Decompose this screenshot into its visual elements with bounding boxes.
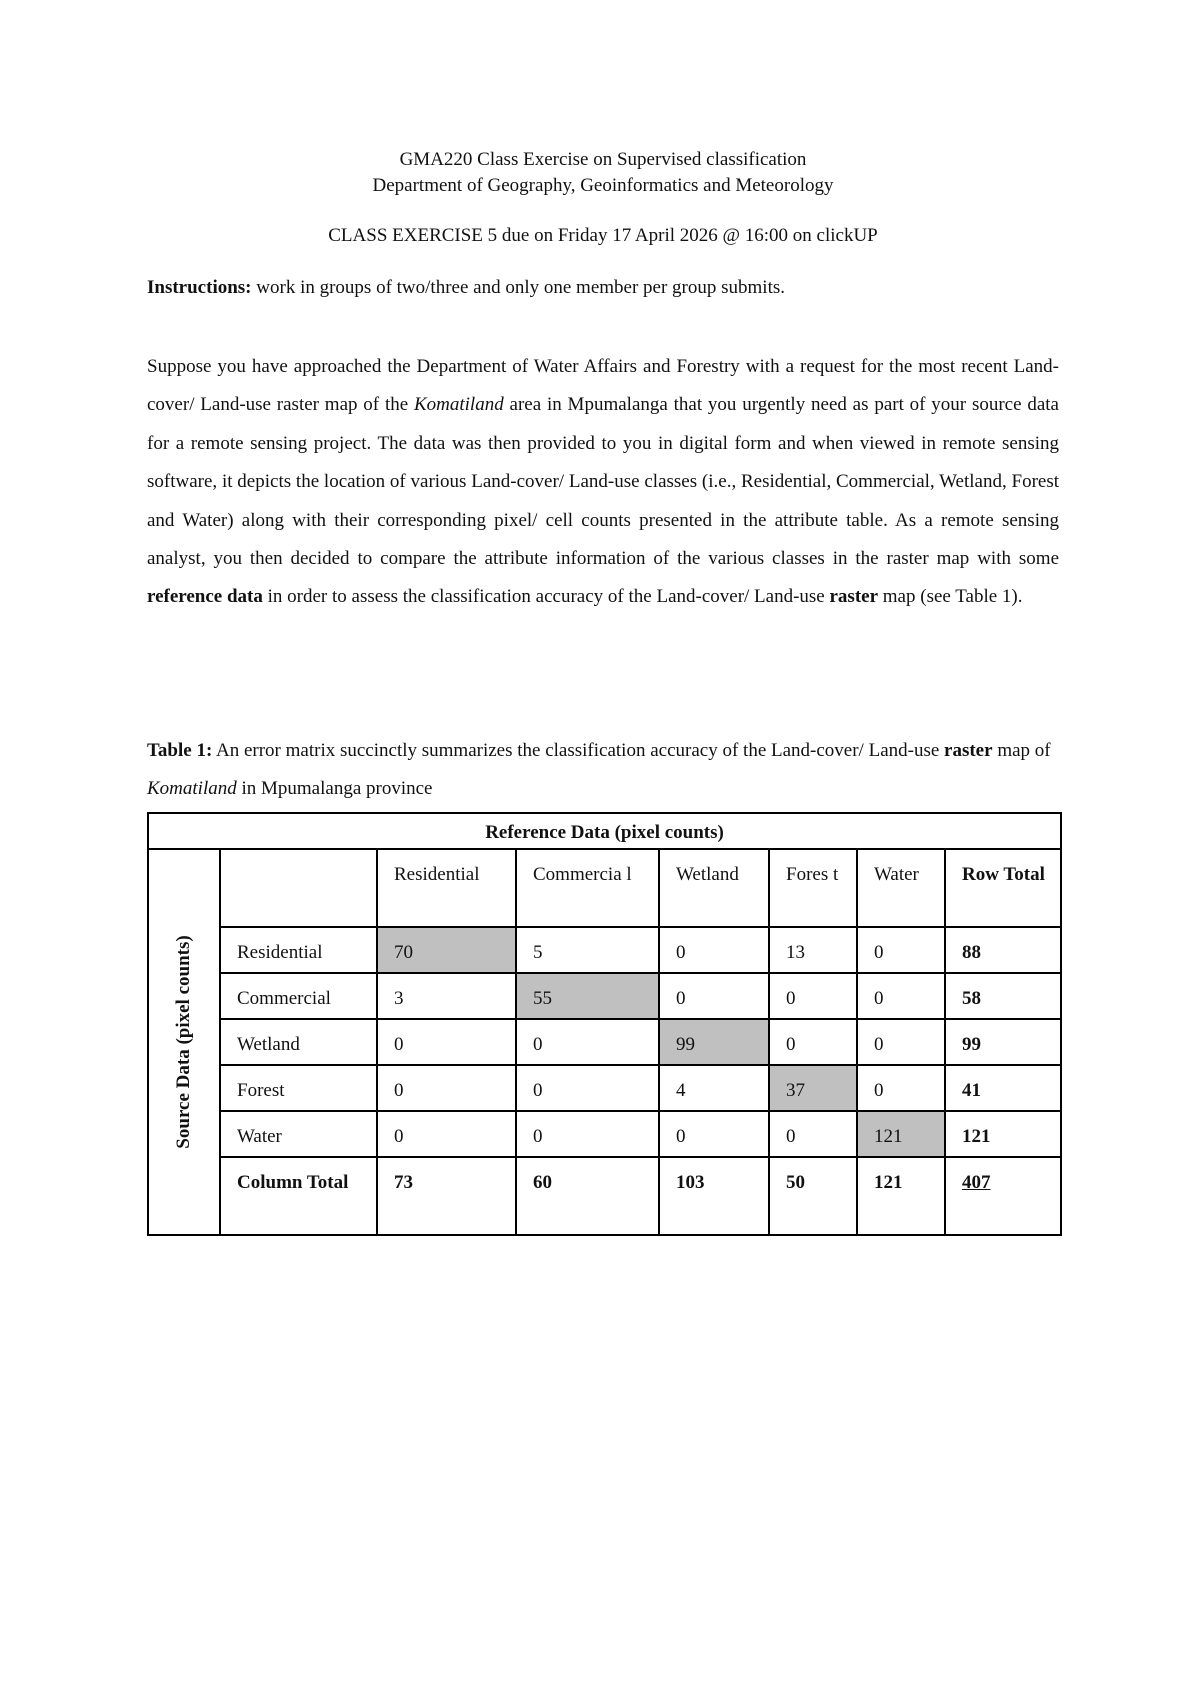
department-name: Department of Geography, Geoinformatics and Meteorology [372, 175, 834, 196]
error-matrix-table [147, 812, 1062, 1236]
table-cell: 0 [857, 973, 945, 1019]
diagonal-cell: 55 [516, 973, 659, 1019]
column-header: Commercia l [516, 849, 659, 927]
table-cell: 4 [659, 1065, 769, 1111]
row-label: Wetland [220, 1019, 377, 1065]
table-cell: 0 [377, 1019, 516, 1065]
table-cell: 3 [377, 973, 516, 1019]
row-total: 41 [945, 1065, 1061, 1111]
row-label: Commercial [220, 973, 377, 1019]
table-cell: 0 [857, 927, 945, 973]
caption-text: in Mpumalanga province [236, 778, 433, 800]
column-total: 121 [857, 1157, 945, 1235]
diagonal-cell: 37 [769, 1065, 857, 1111]
row-label: Water [220, 1111, 377, 1157]
raster-term: raster [829, 586, 879, 608]
paragraph-text: in order to assess the classification accuracy of the Land-cover/ Land-use [262, 586, 830, 608]
corner-cell [220, 849, 377, 927]
caption-label: Table 1: [147, 740, 213, 761]
table-cell: 0 [769, 973, 857, 1019]
column-header: Wetland [659, 849, 769, 927]
table-row [148, 973, 1061, 1019]
caption-text: map of [992, 740, 1051, 761]
area-name: Komatiland [413, 394, 504, 416]
document-title: GMA220 Class Exercise on Supervised classification [399, 149, 807, 170]
row-total-header: Row Total [945, 849, 1061, 927]
caption-area-name: Komatiland [147, 778, 237, 800]
paragraph-text: Suppose you have approached the Department of Water Affairs and Forestry with a request for the most recent Land-cover/ Land-use raster map of the [147, 356, 1059, 416]
column-header: Fores t [769, 849, 857, 927]
column-total: 50 [769, 1157, 857, 1235]
column-total: 103 [659, 1157, 769, 1235]
row-label: Forest [220, 1065, 377, 1111]
table-cell: 0 [769, 1111, 857, 1157]
due-date-line: CLASS EXERCISE 5 due on Friday 17 April 2026 @ 16:00 on clickUP [328, 225, 878, 246]
grand-total: 407 [945, 1157, 1061, 1235]
row-label: Residential [220, 927, 377, 973]
table-cell: 13 [769, 927, 857, 973]
column-total: 73 [377, 1157, 516, 1235]
diagonal-cell: 99 [659, 1019, 769, 1065]
column-header: Residential [377, 849, 516, 927]
instructions-text: work in groups of two/three and only one member per group submits. [251, 277, 785, 298]
source-data-header: Source Data (pixel counts) [173, 935, 194, 1149]
caption-text: An error matrix succinctly summarizes the classification accuracy of the Land-cover/ Land-use [212, 740, 945, 761]
table-row [148, 1111, 1061, 1157]
table-cell: 0 [516, 1111, 659, 1157]
table-caption [147, 732, 1059, 809]
table-row [148, 1065, 1061, 1111]
paragraph-text: map (see Table 1). [878, 586, 1023, 608]
source-data-header-cell [148, 849, 220, 1235]
table-row [148, 927, 1061, 973]
diagonal-cell: 70 [377, 927, 516, 973]
paragraph-text: area in Mpumalanga that you urgently need as part of your source data for a remote sensing project. The data was then provided to you in digital form and when viewed in remote sensing software, it depicts the location of various Land-cover/ Land-use classes (i.e., Residential, Commercial, Wetland, Forest and Water) along with their corresponding pixel/ cell counts presented in the attribute table. As a remote sensing analyst, you then decided to compare the attribute information of the various classes in the raster map with some [147, 394, 1059, 570]
instructions-label: Instructions: [147, 277, 252, 298]
table-row [148, 1019, 1061, 1065]
exercise-paragraph [147, 348, 1059, 617]
table-cell: 0 [377, 1065, 516, 1111]
column-total-row [148, 1157, 1061, 1235]
table-cell: 0 [769, 1019, 857, 1065]
column-total-label: Column Total [220, 1157, 377, 1235]
row-total: 121 [945, 1111, 1061, 1157]
instructions [147, 276, 1059, 300]
table-cell: 0 [857, 1019, 945, 1065]
diagonal-cell: 121 [857, 1111, 945, 1157]
table-cell: 0 [377, 1111, 516, 1157]
reference-data-term: reference data [147, 586, 263, 608]
table-cell: 5 [516, 927, 659, 973]
row-total: 99 [945, 1019, 1061, 1065]
table-cell: 0 [516, 1019, 659, 1065]
table-cell: 0 [516, 1065, 659, 1111]
table-cell: 0 [659, 973, 769, 1019]
caption-raster-term: raster [944, 740, 993, 761]
reference-data-header: Reference Data (pixel counts) [148, 813, 1061, 849]
column-header: Water [857, 849, 945, 927]
table-cell: 0 [659, 1111, 769, 1157]
table-cell: 0 [857, 1065, 945, 1111]
row-total: 58 [945, 973, 1061, 1019]
column-total: 60 [516, 1157, 659, 1235]
table-cell: 0 [659, 927, 769, 973]
row-total: 88 [945, 927, 1061, 973]
